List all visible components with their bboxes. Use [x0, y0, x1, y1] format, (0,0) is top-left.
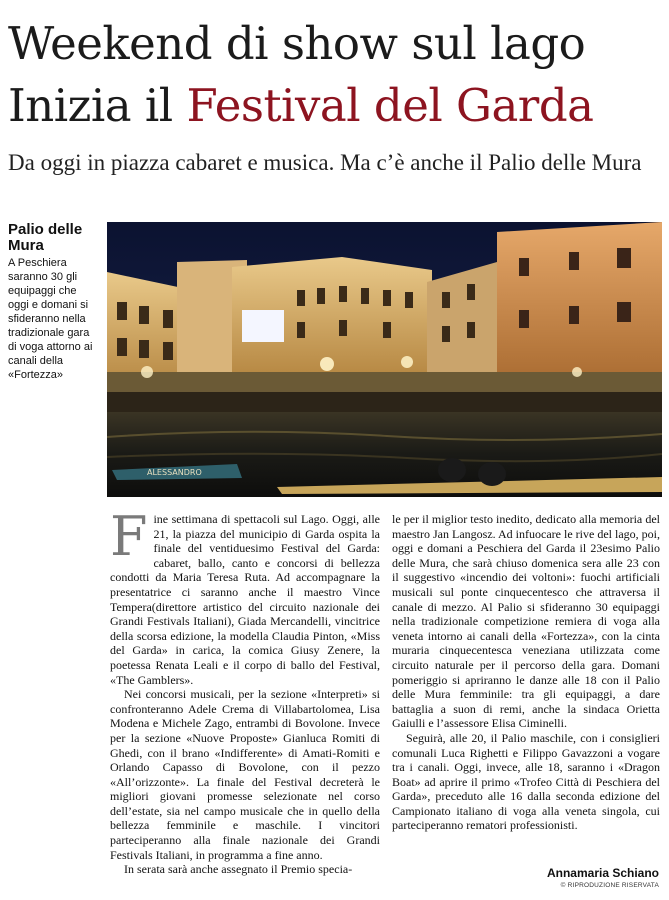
sidebar-title: Palio delle Mura [8, 221, 83, 254]
article-paragraph: Nei concorsi musicali, per la sezione «Interpreti» si confronteranno Adele Crema di Villabartolomea, Lisa Modena e Michele Zago, entrambi di Bovolone. Invece per la sezione «Nuove Proposte» Gianluca Romiti di Ghedi, con il brano «Indifferente» di Amati-Romiti e Orlando Capasso di Bovolone, con il pezzo «All’orizzonte». La finale del Festival decreterà le migliori giovani promesse selezionate nel corso dell’estate, sia nel campo musicale che in quello della bellezza femminile e maschile. I vincitori parteciperanno alla finale nazionale dei Grandi Festivals Italiani, in programma a fine anno. [110, 687, 380, 862]
paragraph-text: ine settimana di spettacoli sul Lago. Oggi, alle 21, la piazza del municipio di Garda ospita la finale del ventiduesimo Festival del Garda: cabaret, ballo, canto e concorsi di bellezza condotti da Maria Teresa Ruta. Ad accompagnare la presentatrice ci saranno anche il maestro Vince Tempera(direttore artistico del circuito nazionale dei Grandi Festivals Italiani), Giada Mercandelli, vincitrice della scorsa edizione, la modella Claudia Pinton, «Miss del Garda» in carica, la comica Giusy Zenere, la poetessa Renata Leali e il corpo di ballo del Festival, «The Gamblers». [110, 512, 380, 687]
headline-prefix: Inizia il [8, 79, 187, 132]
news-photo [107, 222, 662, 497]
article-paragraph: Seguirà, alle 20, il Palio maschile, con i consiglieri comunali Luca Righetti e Filippo Gavazzoni a vogare tra i canali. Oggi, invece, alle 18, saranno i «Dragon Boat» ad aprire il primo «Trofeo Città di Peschiera del Garda», preceduto alle 16 dalla seconda edizione del Campionato italiano di voga alla veneta singola, cui parteciperanno rematori professionisti. [392, 730, 660, 833]
copyright-notice: © RIPRODUZIONE RISERVATA [560, 882, 659, 889]
rower-1 [438, 458, 466, 482]
drop-cap: F [110, 505, 148, 568]
article-paragraph [110, 505, 380, 687]
article-column-1 [110, 505, 380, 877]
sidebar-body: A Peschiera saranno 30 gli equipaggi che oggi e domani si sfideranno nella tradizionale gara di voga attorno ai canali della «Fortezza» [8, 257, 93, 381]
building-right [497, 222, 662, 387]
author-byline: Annamaria Schiano [546, 866, 659, 880]
article-paragraph: In serata sarà anche assegnato il Premio specia- [124, 862, 353, 877]
screen [242, 310, 284, 342]
article-column-2 [392, 512, 660, 833]
headline-accent: Festival del Garda [186, 79, 594, 132]
headline-line-2 [8, 80, 593, 132]
subheadline: Da oggi in piazza cabaret e musica. Ma c’è anche il Palio delle Mura [8, 150, 642, 175]
photo-illustration [107, 222, 662, 497]
boat-label: ALESSANDRO [147, 468, 202, 477]
article-paragraph: le per il miglior testo inedito, dedicato alla memoria del maestro Jan Langosz. Ad infuocare le rive del lago, poi, oggi e domani a Peschiera del Garda il 23esimo Palio delle Mura, che sarà chiuso domenica sera alle 23 con il suggestivo «incendio dei voltoni»: fuochi artificiali musicali sul ponte cinquecentesco che attraversa il canale di mezzo. Al Palio si sfideranno 30 equipaggi nella tradizionale competizione remiera di voga alla veneta intorno ai canali della «Fortezza», con la cinta muraria cinquecentesca veneziana utilizzata come circuito naturale per il percorso della gara. Domani pomeriggio si apriranno le danze alle 18 con il Palio delle Mura femminile: tra gli equipaggi, a dare battaglia a suon di remi, anche la sindaca Orietta Gaiulli e l’assessore Elisa Ciminelli. [392, 512, 660, 731]
headline-line-1: Weekend di show sul lago [8, 17, 586, 70]
rower-2 [478, 462, 506, 486]
